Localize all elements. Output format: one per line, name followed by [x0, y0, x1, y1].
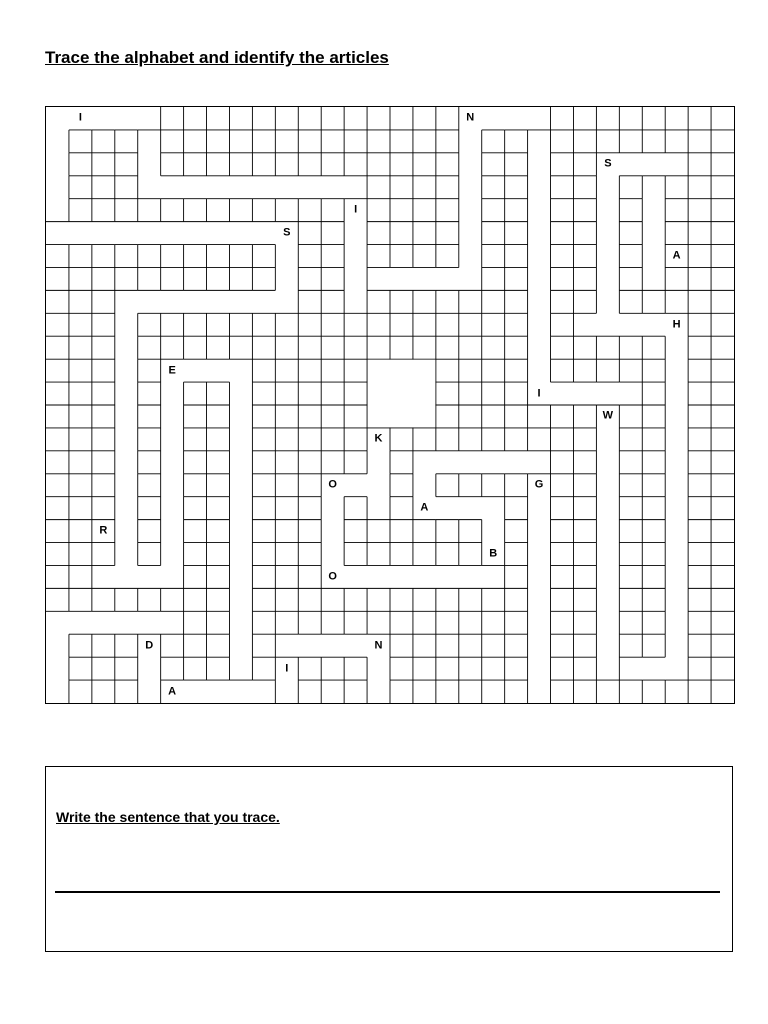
letter-maze-grid [45, 106, 735, 704]
answer-box [45, 766, 733, 952]
maze-letter: G [534, 478, 544, 491]
worksheet-title: Trace the alphabet and identify the articles [45, 48, 389, 67]
maze-letter: O [328, 478, 337, 491]
maze-letter: A [420, 501, 429, 514]
maze-letter: S [283, 226, 291, 239]
maze-letter: B [489, 547, 498, 560]
maze-letter: N [374, 639, 383, 652]
maze-letter: I [78, 111, 82, 124]
maze-letter: D [145, 639, 154, 652]
maze-letter: I [285, 662, 289, 675]
maze-letter: N [466, 111, 475, 124]
maze-letter: S [604, 157, 612, 170]
maze-letter: O [328, 570, 337, 583]
maze-letter: A [672, 249, 681, 262]
maze-letter: R [99, 524, 108, 537]
maze-letter: K [374, 432, 383, 445]
maze-letter: I [354, 203, 358, 216]
answer-writing-line[interactable] [55, 891, 720, 893]
maze-center-block [368, 360, 436, 428]
maze-letter: A [168, 685, 177, 698]
maze-letter: I [537, 387, 541, 400]
maze-letter: H [672, 318, 681, 331]
answer-prompt: Write the sentence that you trace. [56, 809, 280, 825]
maze-grid-lines [46, 107, 734, 703]
maze-letter: E [168, 364, 176, 377]
maze-letter: W [602, 409, 614, 422]
